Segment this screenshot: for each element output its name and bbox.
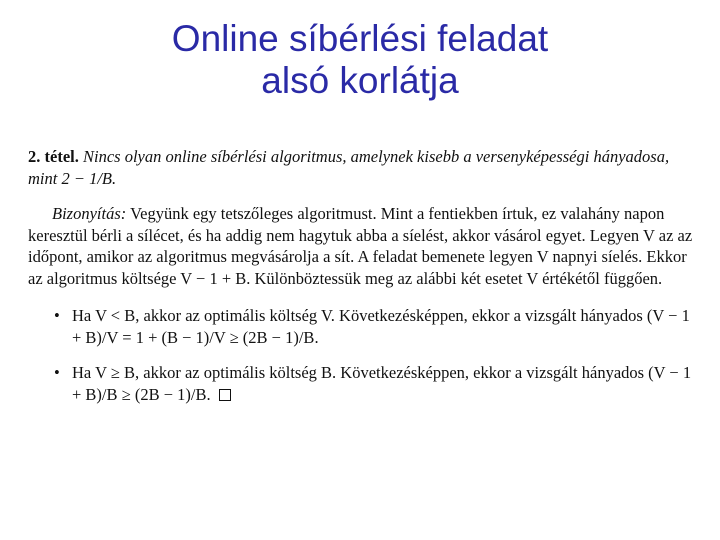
case-item xyxy=(28,362,696,405)
bullet-icon: • xyxy=(54,306,60,325)
theorem-text: Nincs olyan online síbérlési algoritmus, amelynek kisebb a versenyképességi hányadosa, mint 2 − 1/B. xyxy=(28,147,670,188)
slide-title-line-1: Online síbérlési feladat xyxy=(171,18,549,59)
case-list xyxy=(28,305,696,405)
slide-title-line-2: alsó korlátja xyxy=(261,60,459,101)
case-text: Ha V ≥ B, akkor az optimális költség B. Következésképpen, ekkor a vizsgált hányados (V − 1 + B)/B ≥ (2B − 1)/B. xyxy=(72,363,692,404)
slide-title xyxy=(0,18,720,102)
proof xyxy=(28,203,696,289)
proof-text: Vegyünk egy tetszőleges algoritmust. Mint a fentiekben írtuk, ez valahány napon keresztül bérli a sílécet, és ha addig nem hagytuk abba a síelést, akkor vásárol egyet. Legyen V az az időpont, amikor az algoritmus megvásárolja a sít. A feladat bemenete legyen V napnyi síelés. Ekkor az algoritmus költsége V − 1 + B. Különböztessük meg az alábbi két esetet V értékétől függően. xyxy=(28,204,693,288)
bullet-icon: • xyxy=(54,363,60,382)
case-item xyxy=(28,305,696,348)
case-text: Ha V < B, akkor az optimális költség V. Következésképpen, ekkor a vizsgált hányados (V − 1 + B)/V = 1 + (B − 1)/V ≥ (2B − 1)/B. xyxy=(72,306,690,347)
proof-label: Bizonyítás: xyxy=(52,204,127,223)
theorem xyxy=(28,146,696,189)
slide-content xyxy=(28,146,696,419)
qed-square-icon xyxy=(219,389,231,401)
theorem-label: 2. tétel. xyxy=(28,147,79,166)
